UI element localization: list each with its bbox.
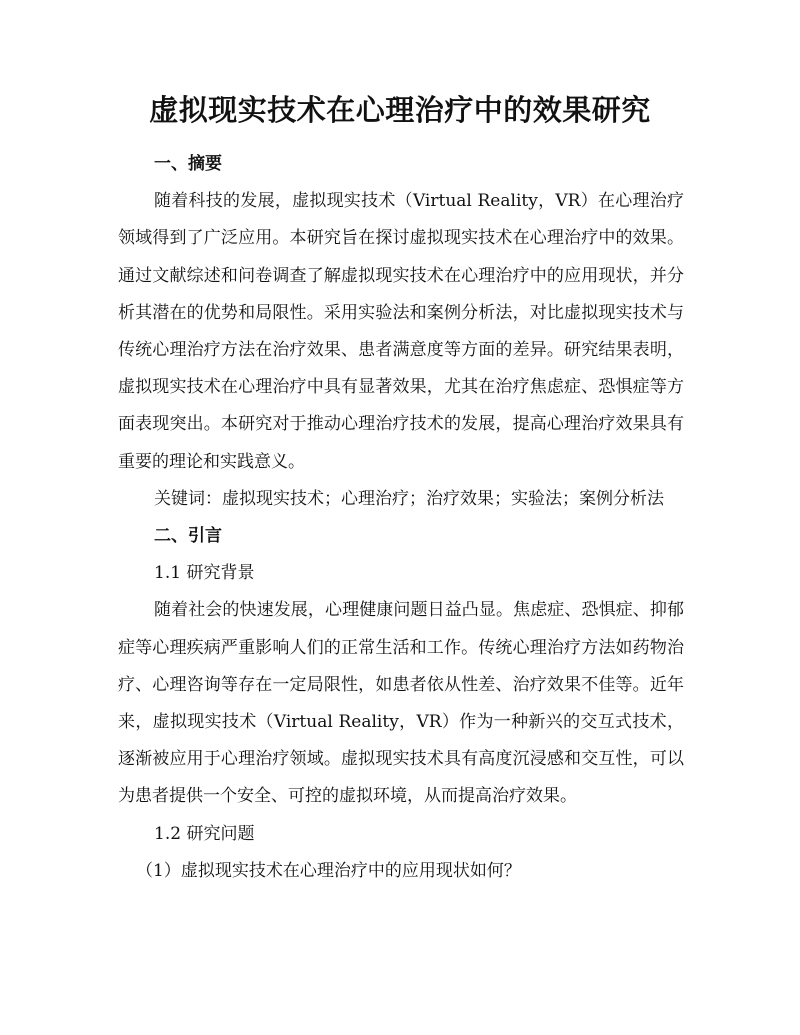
background-paragraph: 随着社会的快速发展，心理健康问题日益凸显。焦虑症、恐惧症、抑郁症等心理疾病严重影响人们的正常生活和工作。传统心理治疗方法如药物治疗、心理咨询等存在一定局限性，如患者依从性差、治疗效果不佳等。近年来，虚拟现实技术（Virtual Reality，VR）作为一种新兴的交互式技术，逐渐被应用于心理治疗领域。虚拟现实技术具有高度沉浸感和交互性，可以为患者提供一个安全、可控的虚拟环境，从而提高治疗效果。 bbox=[118, 600, 684, 807]
subsection-heading-background: 1.1 研究背景 bbox=[154, 563, 255, 584]
document-title: 虚拟现实技术在心理治疗中的效果研究 bbox=[149, 93, 651, 127]
section-heading-introduction: 二、引言 bbox=[154, 526, 222, 547]
keywords-paragraph: 关键词：虚拟现实技术；心理治疗；治疗效果；实验法；案例分析法 bbox=[154, 488, 664, 509]
abstract-paragraph: 随着科技的发展，虚拟现实技术（Virtual Reality，VR）在心理治疗领域得到了广泛应用。本研究旨在探讨虚拟现实技术在心理治疗中的效果。通过文献综述和问卷调查了解虚拟现实技术在心理治疗中的应用现状，并分析其潜在的优势和局限性。采用实验法和案例分析法，对比虚拟现实技术与传统心理治疗方法在治疗效果、患者满意度等方面的差异。研究结果表明，虚拟现实技术在心理治疗中具有显著效果，尤其在治疗焦虑症、恐惧症等方面表现突出。本研究对于推动心理治疗技术的发展，提高心理治疗效果具有重要的理论和实践意义。 bbox=[118, 191, 684, 472]
research-question-item: （1）虚拟现实技术在心理治疗中的应用现状如何？ bbox=[136, 860, 521, 881]
section-heading-abstract: 一、摘要 bbox=[154, 154, 222, 174]
subsection-heading-research-questions: 1.2 研究问题 bbox=[154, 823, 255, 844]
document-body bbox=[118, 146, 684, 890]
